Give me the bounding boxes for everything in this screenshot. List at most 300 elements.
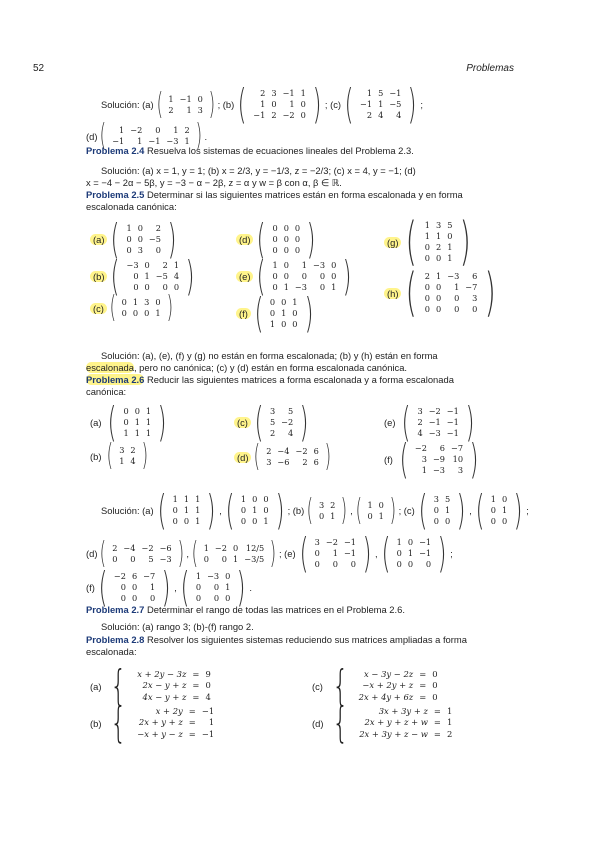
left-paren: ( [100,535,107,571]
sol-sep: ; (c) [398,505,415,516]
matrix-cell: 1 [173,260,180,270]
left-paren: ( [237,80,247,128]
matrix [104,438,150,473]
matrix-cell: 0 [318,510,325,521]
matrix-cell: 4 [288,428,294,438]
equation-lhs: 3x + 3y + z [378,705,428,716]
matrix-row [269,271,339,282]
matrix [304,492,350,528]
matrix-cell: 0 [283,234,289,244]
matrix-body [312,537,359,570]
item-label: (c) [90,303,107,314]
equation-eq: = [419,668,427,679]
right-paren: ) [275,486,284,534]
matrix-cell: −2 [414,443,427,453]
matrix [104,398,170,446]
matrix-cell: 3 [197,104,203,115]
item-label: (f) [236,308,251,319]
matrix [396,435,482,483]
matrix-cell: 1 [126,223,132,233]
matrix-cell: 1 [447,242,453,252]
matrix-cell: 3 [472,293,478,303]
matrix-cell: 0 [162,282,168,292]
right-paren: ) [362,529,372,577]
p26-item-f [384,435,482,483]
matrix-row [364,500,386,511]
matrix-cell: 0 [447,231,453,241]
matrix-cell: 0 [173,282,180,292]
matrix-cell: 1 [396,537,402,547]
matrix-cell: 10 [452,454,464,464]
matrix-row [263,446,322,457]
matrix-cell: −1 [282,88,295,98]
matrix-cell: 0 [120,593,126,603]
matrix-cell: 1 [435,231,442,241]
left-paren: ( [109,290,117,325]
matrix [401,263,500,323]
right-paren: ) [341,492,348,528]
matrix-cell: −3 [207,571,220,581]
matrix-cell: 1 [263,516,269,526]
matrix-cell: −2 [113,571,126,581]
matrix-row [316,500,338,511]
equation-rhs: 1 [208,717,215,728]
problem-2-8-text2: escalonada: [86,646,137,657]
matrix-body [119,297,164,319]
right-paren: ) [389,492,396,528]
matrix-cell: 1 [331,282,337,292]
matrix-cell: 1 [421,465,427,475]
matrix [378,529,451,577]
item-label: (d) [236,234,253,245]
matrix-cell: 1 [366,88,373,98]
equation-eq: = [419,691,427,702]
matrix-cell: 0 [425,559,432,569]
equation-eq: = [192,680,200,691]
matrix [107,290,175,325]
matrix-body [263,446,322,468]
matrix-cell: 0 [301,271,307,281]
matrix-cell: −7 [143,571,156,581]
matrix-cell: 2 [130,445,136,455]
matrix-cell: 1 [330,510,336,521]
matrix-cell: −1 [253,110,266,120]
sol-sep: ; (b) [217,99,235,110]
matrix-row [250,88,309,99]
matrix-cell: 1 [195,571,202,581]
matrix [296,529,375,577]
matrix-cell: 0 [155,297,161,307]
matrix-cell: 0 [131,582,138,592]
matrix-row [238,516,272,527]
matrix-cell: −1 [360,99,373,109]
system-body [356,669,441,704]
matrix-cell: 4 [378,110,384,120]
matrix-cell: 1 [155,308,161,318]
matrix-cell: 1 [195,494,201,504]
matrix-cell: 0 [271,99,277,109]
matrix-cell: 0 [272,223,278,233]
sol-sep: ; [420,99,423,110]
matrix-cell: 0 [314,548,320,558]
matrix-cell: 6 [131,571,138,581]
matrix-cell: 2 [269,428,276,438]
matrix-row [109,125,193,136]
matrix-cell: 1 [119,456,125,466]
matrix-cell: 0 [155,125,161,135]
problem-text: Determinar el rango de todas las matrices en el Problema 2.6. [146,604,405,615]
matrix-cell: 2 [366,110,373,120]
matrix-cell: 0 [294,223,301,233]
p25-item-b [90,252,198,300]
matrix-row [422,271,481,282]
matrix-row [193,571,234,582]
matrix-cell: −1 [112,136,125,146]
matrix-row [422,242,456,253]
matrix-body [238,494,272,527]
matrix-cell: −1 [446,428,459,438]
matrix-cell: 1 [195,505,201,515]
left-paren: ( [475,486,485,534]
matrix-cell: 0 [435,304,442,314]
matrix-cell: 0 [283,271,289,281]
page-number: 52 [33,63,45,74]
equation-row [356,680,441,692]
right-paren: ) [236,563,246,611]
matrix-row [267,406,296,417]
matrix-cell: −9 [432,454,446,464]
matrix-cell: 1 [173,125,179,135]
item-label: (b) [90,450,102,462]
right-paren: ) [206,486,216,534]
brace-left: { [332,661,349,710]
matrix-cell: 0 [350,559,357,569]
matrix-cell: 0 [221,553,227,564]
matrix-row [267,428,296,439]
matrix-cell: 0 [134,406,140,416]
matrix-cell: −1 [179,93,192,104]
matrix-body [193,571,234,604]
equation-row [356,729,455,741]
matrix-row [269,245,303,256]
matrix-cell: 12/5 [245,542,265,553]
matrix-row [116,445,138,456]
equation-lhs: −x + 2y + z [362,680,414,691]
matrix-row [111,582,158,593]
matrix-cell: 0 [240,516,247,526]
matrix [107,252,198,300]
p27-solution: Solución: (a) rango 3; (b)-(f) rango 2. [101,621,254,632]
matrix-row [422,231,456,242]
sol-sep: ; (b) [287,505,305,516]
sol-sep: (f) [86,582,95,593]
right-paren: ) [342,252,352,300]
matrix-cell: 0 [126,234,132,244]
left-paren: ( [254,289,264,337]
equation-rhs: 1 [446,717,453,728]
left-paren: ( [225,486,235,534]
matrix-cell: 1 [252,505,258,515]
problem-text: Resuelva los sistemas de ecuaciones lineales del Problema 2.3. [146,145,414,156]
matrix-cell: −2 [141,542,154,553]
matrix-cell: 1 [183,494,190,504]
brace-left: { [332,698,349,747]
matrix-cell: −5 [389,99,402,109]
equation-lhs: 2x + 4y + 6z [358,691,414,702]
matrix-cell: 3 [433,494,439,504]
system-body [134,706,217,741]
matrix-cell: 2 [424,271,430,281]
matrix-row [267,417,296,428]
matrix-cell: −2 [214,542,227,553]
matrix-cell: −2 [130,125,143,135]
matrix-cell: 0 [472,304,478,314]
matrix-cell: 1 [240,494,247,504]
matrix-row [120,428,154,439]
item-label: (g) [384,237,401,248]
matrix-cell: −3 [447,271,460,281]
matrix-row [422,220,456,231]
matrix-row [116,456,138,467]
matrix-cell: −1 [148,136,161,146]
matrix-cell: −3 [166,136,179,146]
matrix-cell: 1 [424,231,430,241]
matrix-cell: 0 [272,245,278,255]
matrix-cell: 0 [314,559,320,569]
matrix-row [170,516,204,527]
equation-row [356,717,455,729]
right-paren: ) [465,398,475,446]
matrix [251,439,333,474]
matrix-cell: 1 [134,417,140,427]
problem-label: Problema 2.6 [86,374,145,385]
problem-2-4 [86,145,414,156]
p24-solution-line2: x = −4 − 2α − 5β, y = −3 − α − 2β, z = α y w = β con α, β ∈ ℝ. [86,177,342,188]
item-label: (h) [384,288,401,299]
matrix-row [357,88,404,99]
matrix-cell: 0 [203,553,209,564]
matrix-row [422,293,481,304]
matrix-cell: 4 [173,271,180,281]
matrix-cell: 0 [424,242,430,252]
matrix-body [364,500,386,522]
matrix-cell: 1 [332,548,338,558]
left-paren: ( [299,529,309,577]
equation-row [356,706,455,718]
item-label: (a) [90,680,102,692]
matrix-cell: −3 [126,260,139,270]
matrix-cell: −2 [282,110,295,120]
matrix-cell: 2 [112,542,118,553]
left-paren: ( [98,563,108,611]
problem-2-8 [86,634,467,645]
matrix-cell: 0 [137,234,143,244]
matrix-cell: 3 [269,406,276,416]
matrix-cell: −2 [281,417,294,427]
equation-eq: = [433,705,441,716]
matrix-cell: 0 [424,282,430,292]
matrix-row [267,297,301,308]
right-paren: ) [459,212,472,272]
matrix-row [269,260,339,271]
item-label: (e) [236,271,253,282]
matrix-cell: −5 [155,271,168,281]
matrix-body [170,494,204,527]
matrix-cell: 0 [144,282,150,292]
p25-solution-line2 [86,362,407,373]
right-paren: ) [437,529,447,577]
right-paren: ) [269,535,277,571]
matrix [234,80,325,128]
matrix-cell: 0 [172,505,178,515]
matrix [154,486,220,534]
matrix-cell: 2 [271,110,277,120]
matrix-cell: 1 [454,282,460,292]
left-paren: ( [157,486,167,534]
equation-lhs: 2x − y + z [142,680,187,691]
matrix-row [238,505,272,516]
matrix-cell: 0 [502,516,508,526]
solution-text: , pero no canónica; (c) y (d) están en forma escalonada canónica. [133,362,408,373]
right-paren: ) [299,398,309,446]
matrix-row [312,537,359,548]
matrix-cell: 3 [266,457,272,467]
matrix-cell: −3 [312,260,326,270]
right-paren: ) [157,398,167,446]
matrix-row [111,571,158,582]
matrix-body [123,223,164,256]
equation-rhs: 0 [432,691,438,702]
equation-lhs: −x + y − z [137,728,183,739]
matrix-cell: 0 [294,245,301,255]
item-label: (b) [90,717,102,729]
matrix-row [431,516,453,527]
p25-item-c [90,290,175,325]
problem-2-5-text2: escalonada canónica: [86,201,177,212]
right-paren: ) [306,215,316,263]
matrix-cell: 1 [203,542,209,553]
matrix-row [357,110,404,121]
matrix-cell: 0 [283,260,289,270]
matrix-cell: 3 [457,465,464,475]
matrix-body [269,223,303,256]
matrix-cell: 1 [289,99,295,109]
matrix-body [267,297,301,330]
matrix-cell: 3 [271,88,277,98]
matrix-cell: 0 [137,223,143,233]
matrix-cell: −1 [419,548,432,558]
problem-label: Problema 2.5 [86,189,145,200]
matrix-cell: 0 [272,271,278,281]
matrix-cell: 3 [119,445,125,455]
equation-lhs: x + 2y − 3z [137,668,187,679]
matrix-cell: 0 [396,548,402,558]
matrix-cell: 0 [225,571,231,581]
matrix [341,80,420,128]
matrix-cell: −1 [428,417,441,427]
equation-rhs: −1 [201,705,215,716]
right-paren: ) [185,252,195,300]
matrix-cell: 1 [281,308,287,318]
running-title: Problemas [466,63,514,74]
matrix-cell: 0 [126,245,132,255]
right-paren: ) [513,486,523,534]
matrix-cell: 5 [378,88,384,98]
matrix-cell: −4 [123,542,136,553]
matrix-cell: 0 [213,582,220,592]
problem-text: Determinar si las siguientes matrices están en forma escalonada y en forma [146,189,463,200]
sol-sep: ; [450,548,453,559]
matrix-row [488,516,510,527]
matrix-body [316,500,338,522]
equation-row [356,669,441,681]
left-paren: ( [399,435,409,483]
matrix-cell: 5 [269,417,276,427]
left-paren: ( [406,212,418,272]
matrix-row [119,297,164,308]
matrix-row [316,511,338,522]
matrix-cell: 0 [150,593,156,603]
matrix-cell: 0 [240,505,247,515]
matrix-cell: 1 [225,582,231,592]
matrix-body [116,445,138,467]
matrix-row [488,494,510,505]
matrix [401,212,475,272]
matrix-cell: 3 [435,220,442,230]
matrix-row [165,94,206,105]
matrix-body [201,543,268,565]
matrix-row [193,582,234,593]
matrix-cell: −1 [389,88,402,98]
item-label: (a) [90,417,102,428]
equation-row [134,669,214,681]
matrix-cell: 2 [168,104,174,115]
item-label: (c) [234,417,251,428]
matrix-cell: 1 [444,505,451,515]
matrix-body [422,220,456,264]
matrix-cell: 0 [232,542,239,553]
sol-sep: ; (e) [278,548,296,559]
sol-sep: ; (c) [324,99,342,110]
matrix-row [414,417,461,428]
matrix-row [431,494,453,505]
right-paren: ) [208,86,215,122]
matrix-body [120,406,154,439]
matrix-cell: 0 [195,593,202,603]
matrix-body [431,494,453,527]
matrix-cell: 3 [144,297,150,307]
equation-lhs: 2x + y + z [138,717,183,728]
matrix-cell: 1 [137,136,143,146]
equation-rhs: 1 [446,705,453,716]
matrix-cell: 1 [172,494,178,504]
matrix-row [170,505,204,516]
matrix-cell: 1 [367,499,373,510]
equation-row [134,680,214,692]
matrix-cell: 6 [313,457,319,467]
matrix-cell: −1 [446,406,459,416]
equation-rhs: 0 [205,680,211,691]
matrix-cell: −1 [419,537,432,547]
matrix [472,486,526,534]
matrix-cell: 0 [155,245,161,255]
matrix-row [412,443,466,454]
matrix-cell: 0 [144,260,150,270]
equation-system [323,698,455,747]
sol-sep: , [219,505,222,516]
matrix-cell: 0 [332,559,338,569]
matrix-row [394,559,435,570]
